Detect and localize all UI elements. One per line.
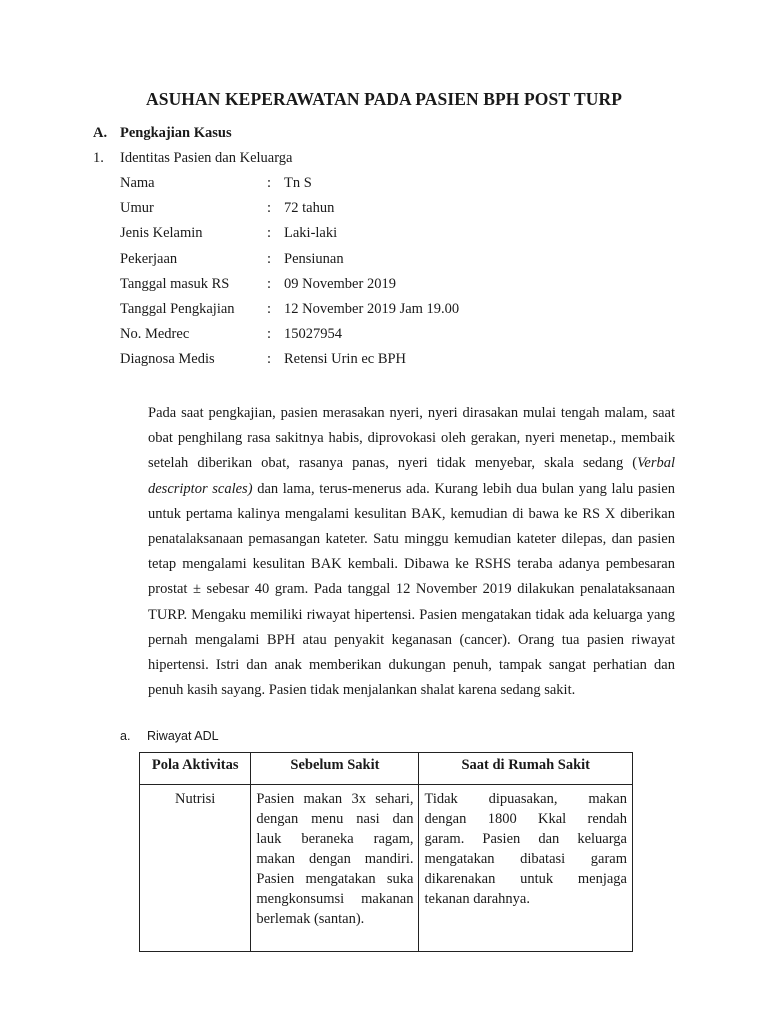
document-title: ASUHAN KEPERAWATAN PADA PASIEN BPH POST TURP — [146, 89, 622, 109]
identity-value: 09 November 2019 — [284, 275, 396, 292]
identity-label: Umur — [120, 200, 154, 217]
identity-label: Tanggal Pengkajian — [120, 300, 235, 317]
table-header-row — [140, 753, 633, 785]
cell-activity: Nutrisi — [140, 785, 251, 952]
header-sebelum-sakit: Sebelum Sakit — [251, 753, 419, 785]
sub-heading-riwayat-adl — [120, 729, 219, 743]
cell-line: Pasien makan 3x sehari, — [256, 791, 414, 807]
header-pola-aktivitas: Pola Aktivitas — [140, 753, 251, 785]
paragraph-text-1: Pada saat pengkajian, pasien merasakan nyeri, nyeri dirasakan mulai tengah malam, saat obat penghilang rasa sakitnya habis, diprovokasi oleh gerakan, nyeri menetap., membaik setelah diberikan obat, rasanya panas, nyeri tidak menyebar, skala sedang ( — [148, 405, 675, 472]
identity-value: Laki-laki — [284, 225, 338, 242]
identity-colon: : — [267, 225, 272, 242]
sub-heading-number: a. — [120, 729, 131, 743]
table-row — [140, 785, 633, 952]
identity-row — [120, 200, 584, 225]
patient-identity-list — [120, 175, 584, 377]
identity-value: 12 November 2019 Jam 19.00 — [284, 300, 460, 317]
header-saat-di-rumah-sakit: Saat di Rumah Sakit — [419, 753, 633, 785]
subsection-heading-1 — [93, 150, 292, 167]
identity-colon: : — [267, 326, 272, 343]
cell-line: dikarenakan untuk menjaga — [424, 871, 627, 887]
identity-row — [120, 326, 584, 351]
cell-line: mengatakan dibatasi garam — [424, 851, 627, 867]
identity-value: Tn S — [284, 175, 312, 191]
section-heading-a — [93, 125, 232, 142]
identity-value: Retensi Urin ec BPH — [284, 351, 407, 368]
identity-value: 15027954 — [284, 326, 342, 343]
identity-label: Tanggal masuk RS — [120, 275, 230, 292]
cell-line: garam. Pasien dan keluarga — [424, 831, 627, 847]
identity-value: 72 tahun — [284, 200, 335, 217]
identity-colon: : — [267, 275, 272, 292]
cell-line: tekanan darahnya. — [424, 891, 530, 907]
identity-colon: : — [267, 250, 272, 267]
identity-label: Diagnosa Medis — [120, 351, 215, 368]
identity-row — [120, 225, 584, 250]
identity-colon: : — [267, 200, 272, 217]
identity-label: Pekerjaan — [120, 250, 178, 267]
identity-row — [120, 351, 584, 376]
cell-line: lauk beraneka ragam, — [256, 831, 414, 847]
identity-row — [120, 175, 584, 200]
cell-before-sick — [251, 785, 419, 952]
cell-line: makan dengan mandiri. — [256, 851, 414, 867]
subsection-label: Identitas Pasien dan Keluarga — [120, 150, 293, 166]
identity-row — [120, 251, 584, 276]
adl-table — [139, 752, 633, 952]
cell-line: berlemak (santan). — [256, 911, 365, 927]
section-number: A. — [93, 125, 108, 141]
identity-colon: : — [267, 175, 272, 191]
identity-label: Nama — [120, 175, 155, 191]
identity-row — [120, 301, 584, 326]
paragraph-text-2: dan lama, terus-menerus ada. Kurang lebih dua bulan yang lalu pasien untuk pertama kalinya mengalami kesulitan BAK, kemudian di bawa ke RS X diberikan penatalaksanaan pemasangan kateter. Satu minggu kemudian kateter dilepas, dan pasien tetap mengalami kesulitan BAK kembali. Dibawa ke RSHS teraba adanya pembesaran prostat ± sebesar 40 gram. Pada tanggal 12 November 2019 dilakukan penalataksanaan TURP. Mengaku memiliki riwayat hipertensi. Pasien mengatakan tidak ada keluarga yang pernah mengalami BPH atau penyakit keganasan (cancer). Orang tua pasien riwayat hipertensi. Istri dan anak memberikan dukungan penuh, tampak sangat perhatian dan penuh kasih sayang. Pasien tidak menjalankan shalat karena sedang sakit. — [148, 480, 675, 699]
cell-line: dengan menu nasi dan — [256, 811, 414, 827]
identity-colon: : — [267, 351, 272, 368]
cell-in-hospital — [419, 785, 633, 952]
cell-line: mengkonsumsi makanan — [256, 891, 414, 907]
identity-row — [120, 276, 584, 301]
subsection-number: 1. — [93, 150, 104, 166]
identity-label: No. Medrec — [120, 326, 190, 343]
sub-heading-label: Riwayat ADL — [147, 729, 219, 743]
identity-colon: : — [267, 300, 272, 317]
cell-line: Pasien mengatakan suka — [256, 871, 414, 887]
assessment-paragraph — [148, 401, 675, 703]
identity-label: Jenis Kelamin — [120, 225, 203, 242]
cell-line: dengan 1800 Kkal rendah — [424, 811, 627, 827]
section-label: Pengkajian Kasus — [120, 125, 232, 141]
identity-value: Pensiunan — [284, 250, 344, 267]
cell-line: Tidak dipuasakan, makan — [424, 791, 627, 807]
paragraph-italic-text: Verbal descriptor scales) — [148, 455, 675, 497]
